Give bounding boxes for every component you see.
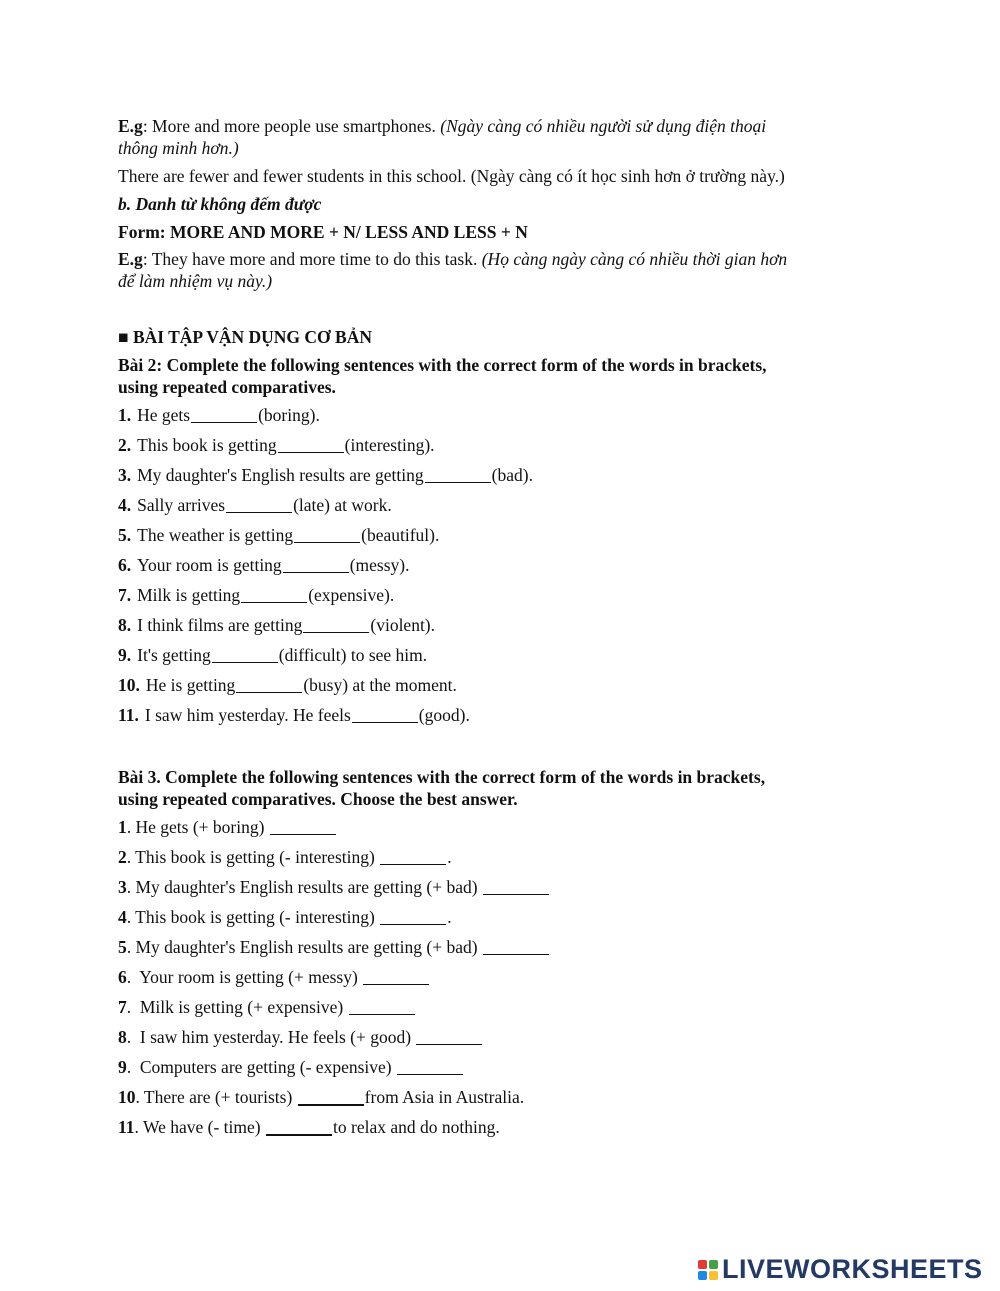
- item-text: The weather is getting: [137, 524, 294, 545]
- exercise-3-title: [118, 767, 878, 811]
- answer-blank[interactable]: [416, 1030, 482, 1045]
- answer-blank[interactable]: [191, 408, 257, 423]
- item-number: 5: [118, 936, 127, 957]
- eg-translation: (Ngày càng có nhiều người sử dụng điện thoại: [440, 116, 767, 136]
- item-number: 7.: [118, 584, 132, 605]
- section-title: ■ BÀI TẬP VẬN DỤNG CƠ BẢN: [118, 327, 372, 348]
- answer-blank[interactable]: [425, 468, 491, 483]
- item-hint: (violent).: [370, 614, 436, 635]
- item-text: . This book is getting (- interesting): [126, 846, 380, 867]
- liveworksheets-logo: [698, 1255, 983, 1285]
- exercise-3-item: [118, 873, 878, 903]
- item-number: 4: [118, 906, 127, 927]
- exercise-2-item: [118, 641, 878, 671]
- item-hint: (good).: [418, 704, 470, 725]
- item-text: . This book is getting (- interesting): [126, 906, 380, 927]
- eg-label: E.g: [118, 249, 143, 270]
- exercise-3-list: [118, 813, 878, 1143]
- item-text: I think films are getting: [137, 614, 303, 635]
- item-tail: .: [447, 906, 452, 927]
- example-3: [118, 249, 878, 293]
- item-number: 10: [118, 1086, 136, 1107]
- item-number: 6: [118, 966, 127, 987]
- exercise-3-item: [118, 993, 878, 1023]
- answer-blank[interactable]: [212, 648, 278, 663]
- item-text: . My daughter's English results are getting (+ bad): [126, 936, 482, 957]
- answer-blank[interactable]: [266, 1120, 332, 1136]
- answer-blank[interactable]: [397, 1060, 463, 1075]
- item-number: 1: [118, 816, 127, 837]
- item-number: 4.: [118, 494, 132, 515]
- exercise-2-item: [118, 491, 878, 521]
- exercise-2-title-line1: Bài 2: Complete the following sentences with the correct form of the words in brackets,: [118, 355, 767, 375]
- item-number: 10.: [118, 674, 140, 695]
- answer-blank[interactable]: [226, 498, 292, 513]
- item-text: Sally arrives: [137, 494, 226, 515]
- answer-blank[interactable]: [363, 970, 429, 985]
- item-text: I saw him yesterday. He feels: [144, 704, 351, 725]
- exercise-3-item: [118, 1083, 878, 1113]
- exercise-2-item: [118, 611, 878, 641]
- item-text: . He gets (+ boring): [126, 816, 269, 837]
- exercise-3-item: [118, 1023, 878, 1053]
- item-text: . I saw him yesterday. He feels (+ good): [126, 1026, 416, 1047]
- logo-text: LIVEWORKSHEETS: [722, 1254, 983, 1285]
- item-text: My daughter's English results are getting: [137, 464, 424, 485]
- answer-blank[interactable]: [294, 528, 360, 543]
- exercise-3-item: [118, 963, 878, 993]
- exercise-2-item: [118, 431, 878, 461]
- worksheet-page: [118, 116, 878, 1143]
- item-text: . My daughter's English results are getting (+ bad): [126, 876, 482, 897]
- logo-square: [709, 1271, 718, 1280]
- item-text: He gets: [137, 404, 191, 425]
- item-number: 11: [118, 1116, 135, 1137]
- item-number: 6.: [118, 554, 132, 575]
- item-number: 7: [118, 996, 127, 1017]
- exercise-3-item: [118, 843, 878, 873]
- answer-blank[interactable]: [236, 678, 302, 693]
- item-hint: (beautiful).: [361, 524, 440, 545]
- item-number: 9.: [118, 644, 132, 665]
- exercise-3-title-line2: using repeated comparatives. Choose the best answer.: [118, 788, 518, 809]
- answer-blank[interactable]: [352, 708, 418, 723]
- exercise-3-item: [118, 813, 878, 843]
- item-text: It's getting: [137, 644, 211, 665]
- exercise-3-item: [118, 903, 878, 933]
- item-text: Milk is getting: [137, 584, 241, 605]
- eg-translation-cont: để làm nhiệm vụ này.): [118, 271, 273, 292]
- eg-translation-cont: thông minh hơn.): [118, 137, 239, 158]
- item-hint: (messy).: [349, 554, 410, 575]
- item-text: . Computers are getting (- expensive): [126, 1056, 396, 1077]
- answer-blank[interactable]: [241, 588, 307, 603]
- item-text: Your room is getting: [137, 554, 282, 575]
- item-number: 3.: [118, 464, 132, 485]
- item-text: . We have (- time): [134, 1116, 265, 1137]
- eg-text: : They have more and more time to do this task.: [142, 249, 478, 270]
- eg-translation: (Họ càng ngày càng có nhiều thời gian hơn: [481, 249, 788, 270]
- item-hint: (difficult) to see him.: [278, 644, 428, 665]
- logo-square: [698, 1271, 707, 1280]
- exercise-2-item: [118, 581, 878, 611]
- exercise-2-list: [118, 401, 878, 731]
- item-tail: to relax and do nothing.: [333, 1116, 500, 1137]
- answer-blank[interactable]: [298, 1090, 364, 1106]
- exercise-3-title-line1: Bài 3. Complete the following sentences with the correct form of the words in brackets,: [118, 766, 766, 787]
- item-number: 8: [118, 1026, 127, 1047]
- eg-label: E.g: [118, 116, 143, 136]
- item-text: . Milk is getting (+ expensive): [126, 996, 348, 1017]
- item-number: 8.: [118, 614, 132, 635]
- item-hint: (boring).: [258, 404, 320, 425]
- answer-blank[interactable]: [303, 618, 369, 633]
- item-number: 11.: [118, 704, 139, 725]
- item-hint: (interesting).: [344, 434, 435, 455]
- item-tail: from Asia in Australia.: [364, 1086, 525, 1107]
- exercise-2-title: [118, 355, 878, 399]
- item-text: . Your room is getting (+ messy): [126, 966, 363, 987]
- item-text: . There are (+ tourists): [135, 1086, 297, 1107]
- exercise-3-item: [118, 1053, 878, 1083]
- eg-text: : More and more people use smartphones.: [142, 116, 436, 136]
- exercise-2-title-line2: using repeated comparatives.: [118, 376, 336, 397]
- item-text: He is getting: [145, 674, 236, 695]
- item-hint: (late) at work.: [293, 494, 392, 515]
- form-rule: Form: MORE AND MORE + N/ LESS AND LESS + N: [118, 221, 528, 242]
- answer-blank[interactable]: [380, 910, 446, 925]
- answer-blank[interactable]: [483, 940, 549, 955]
- exercise-2-item: [118, 521, 878, 551]
- answer-blank[interactable]: [380, 850, 446, 865]
- logo-square: [709, 1260, 718, 1269]
- answer-blank[interactable]: [283, 558, 349, 573]
- answer-blank[interactable]: [270, 820, 336, 835]
- logo-mark-icon: [698, 1260, 718, 1280]
- subheading-uncountable: b. Danh từ không đếm được: [118, 193, 322, 214]
- item-number: 9: [118, 1056, 127, 1077]
- item-hint: (expensive).: [308, 584, 395, 605]
- example-1: [118, 116, 878, 160]
- answer-blank[interactable]: [483, 880, 549, 895]
- answer-blank[interactable]: [349, 1000, 415, 1015]
- item-hint: (bad).: [491, 464, 533, 485]
- item-number: 2.: [118, 434, 132, 455]
- logo-square: [698, 1260, 707, 1269]
- exercise-2-item: [118, 551, 878, 581]
- exercise-2-item: [118, 461, 878, 491]
- item-number: 3: [118, 876, 127, 897]
- exercise-3-item: [118, 933, 878, 963]
- item-number: 1.: [118, 404, 132, 425]
- answer-blank[interactable]: [278, 438, 344, 453]
- item-text: This book is getting: [137, 434, 277, 455]
- exercise-2-item: [118, 701, 878, 731]
- item-number: 2: [118, 846, 127, 867]
- item-hint: (busy) at the moment.: [303, 674, 457, 695]
- exercise-2-item: [118, 671, 878, 701]
- exercise-3-item: [118, 1113, 878, 1143]
- exercise-2-item: [118, 401, 878, 431]
- example-2: There are fewer and fewer students in this school. (Ngày càng có ít học sinh hơn ở trường này.): [118, 165, 785, 186]
- item-number: 5.: [118, 524, 132, 545]
- item-tail: .: [447, 846, 452, 867]
